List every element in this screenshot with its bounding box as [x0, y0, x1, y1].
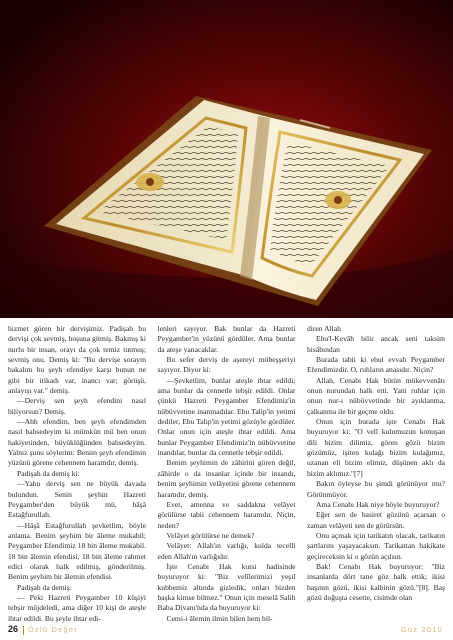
- paragraph: Bak! Cenabı Hak buyuruyor: "Biz insanlarda dört tane göz halk ettik; ikisi başının gözü, ikisi kalbinin gözü."[8]. Baş gözü doğuşta cesette, cisimde olan: [307, 561, 445, 602]
- paragraph: Padişah da demiş ki:: [17, 468, 80, 478]
- paragraph: —Ahh efendim, ben şeyh efendimden nasıl bahsedeyim ki mümkün mü ben onun hakiyetinden, büyüklüğünden bahsedeyim. Yalnız şunu söylerim: Benim şeyh efendimin yüzünü görene cehennem haramdır, demiş.: [8, 417, 146, 468]
- paragraph: —Derviş sen şeyh efendini nasıl biliyorsun? Demiş.: [8, 396, 146, 416]
- text-column-1: [8, 324, 146, 622]
- text-column-3: [307, 324, 445, 622]
- paragraph: Benim şeyhimin de zâhirini gören değil, zâhirde o da insanlar içinde bir insandı, benim şeyhimin velâyetini görene cehennem haramdır, demiş.: [157, 458, 296, 499]
- paragraph: —Yahu derviş sen ne büyük davada bulundun. Senin şeyhin Hazreti Peygamber'den büyük mü, hâşâ Estağfurullah.: [8, 479, 146, 520]
- paragraph: Ebu'l-Kevâh bilir ancak seni taksim hisâbından: [307, 334, 445, 354]
- article-text: [8, 324, 445, 622]
- paragraph: Onun için burada işte Cenabı Hak buyuruyor ki: "O velî kulumuzun konuşan dili bizim dilimiz, gören gözü bizim gözümüz, işiten kulağı bizim kulağımız, uzanan eli bizim elimiz, düşünen aklı da bizim aklımız."[7]: [307, 417, 445, 478]
- paragraph: Velâyet: Allah'ın varlığı, kulda tecelli eden Allah'ın varlığıdır.: [157, 541, 296, 561]
- paragraph: İşte Cenabı Hak kutsi hadisinde buyuruyor ki: "Biz velîlerimizi yeşil kubbemiz altında gizledik, onları bizden başka kimse bilmez." Onun için meselâ Salih Baba Divanı'nda da buyuruyor ki:: [157, 561, 296, 613]
- paragraph: diren Allah: [307, 324, 341, 333]
- magazine-name: Özlü Değer: [28, 625, 78, 634]
- open-quran-photo-icon: [0, 0, 453, 318]
- paragraph: Padişah da demiş:: [17, 582, 72, 592]
- paragraph: Velâyet görülürse ne demek?: [166, 530, 255, 540]
- issue-date: Güz 2010: [400, 625, 443, 634]
- page-number: 26: [8, 624, 19, 634]
- paragraph: Cemi-i âlemin ilmin bilen hem bil-: [166, 613, 273, 623]
- paragraph: hizmet gören bir dervişimiz. Padişah bu dervişi çok sevmiş, hoşuna gitmiş. Bakmış ki nurlu bir insan, orayı da çok temiz tutmuş; sevmiş onu. Demiş ki: "Bu dervişe soraym bakalım bu şeyh efendiye karşı bunun ne gibi bir itikadı var, inancı var; görüşü, anlayışı var." demiş.: [8, 324, 146, 396]
- paragraph: lenleri sayıyor. Bak bunlar da Hazreti Peygamber'in yüzünü gördüler. Ama bunlar da ateşe yanacaklar.: [157, 324, 296, 354]
- paragraph: — Peki Hazreti Peygamber 10 küşiyi tebşir müjdeledi, ama diğer 10 kişi de ateşle ihtar edildi. Bu şeyle ihtar edi-: [8, 592, 146, 623]
- paragraph: Onu açmak için tarikatın olacak, tarikatın şartlarını yaşayacaksın. Tarikattan hakikate geçireceksin ki o gözün açılsın.: [307, 530, 445, 561]
- paragraph: Allah, Cenabı Hak bütün mükevvenâtı onun nurundan halk etti. Yani ruhlar için onun nur-ı nübüvvetinde bir ayıklanma, çalkanma ile bir geçme oldu.: [307, 375, 445, 416]
- paragraph: Eğer sen de basiret gözünü açarsan o zaman velâyeti sen de görürsün.: [307, 510, 445, 530]
- quran-photo: [0, 0, 453, 318]
- footer-divider: [23, 626, 24, 635]
- page-footer: [0, 624, 453, 640]
- text-column-2: [158, 324, 296, 622]
- paragraph: Bu sefer derviş de aşereyi mübeşşeriyi sayıyor. Diyor ki:: [157, 355, 296, 375]
- paragraph: Burada tabii ki ebul evvah Peygamber Efendimizdir. O, ruhların anasıdır. Niçin?: [307, 355, 445, 375]
- paragraph: Ama Cenabı Hak niye böyle buyuruyor?: [316, 499, 440, 509]
- paragraph: —Hâşâ Estağfurullah şevketlim, böyle anlama. Benim şeyhim bir âleme mukabil; Peygamber Efendimiz 18 bin âleme mukabil. 18 bin âlemin efendisi, 18 bin âleme rahmet edici olarak halk edilmiş, gönderilmiş. Benim şeyhim bir âlemin efendisi.: [8, 520, 146, 582]
- paragraph: —Şevketlim, bunlar ateşle ihtar edildi; ama bunlar da cennetle tebşir edildi. Onlar çünkü Hazreti Peygamber Efendimiz'in nübüvvetine inanmadılar. Ebu Talip'in yetimi dediler, Ebu Talip'in yetimi gözüyle gördüler. Onlar onun için ateşle ihtar edildi. Ama bunlar Peygamber Efendimiz'in nübüvvetine inandılar, bunlar da cennetle tebşir edildi.: [157, 375, 296, 458]
- paragraph: Evet, amenna ve saddakna velâyet görülürse tabii cehennem haramdır. Niçin, neden?: [157, 499, 296, 530]
- paragraph: Bakın öyleyse bu şimdi görünüyor mu? Görünmüyor.: [307, 479, 445, 499]
